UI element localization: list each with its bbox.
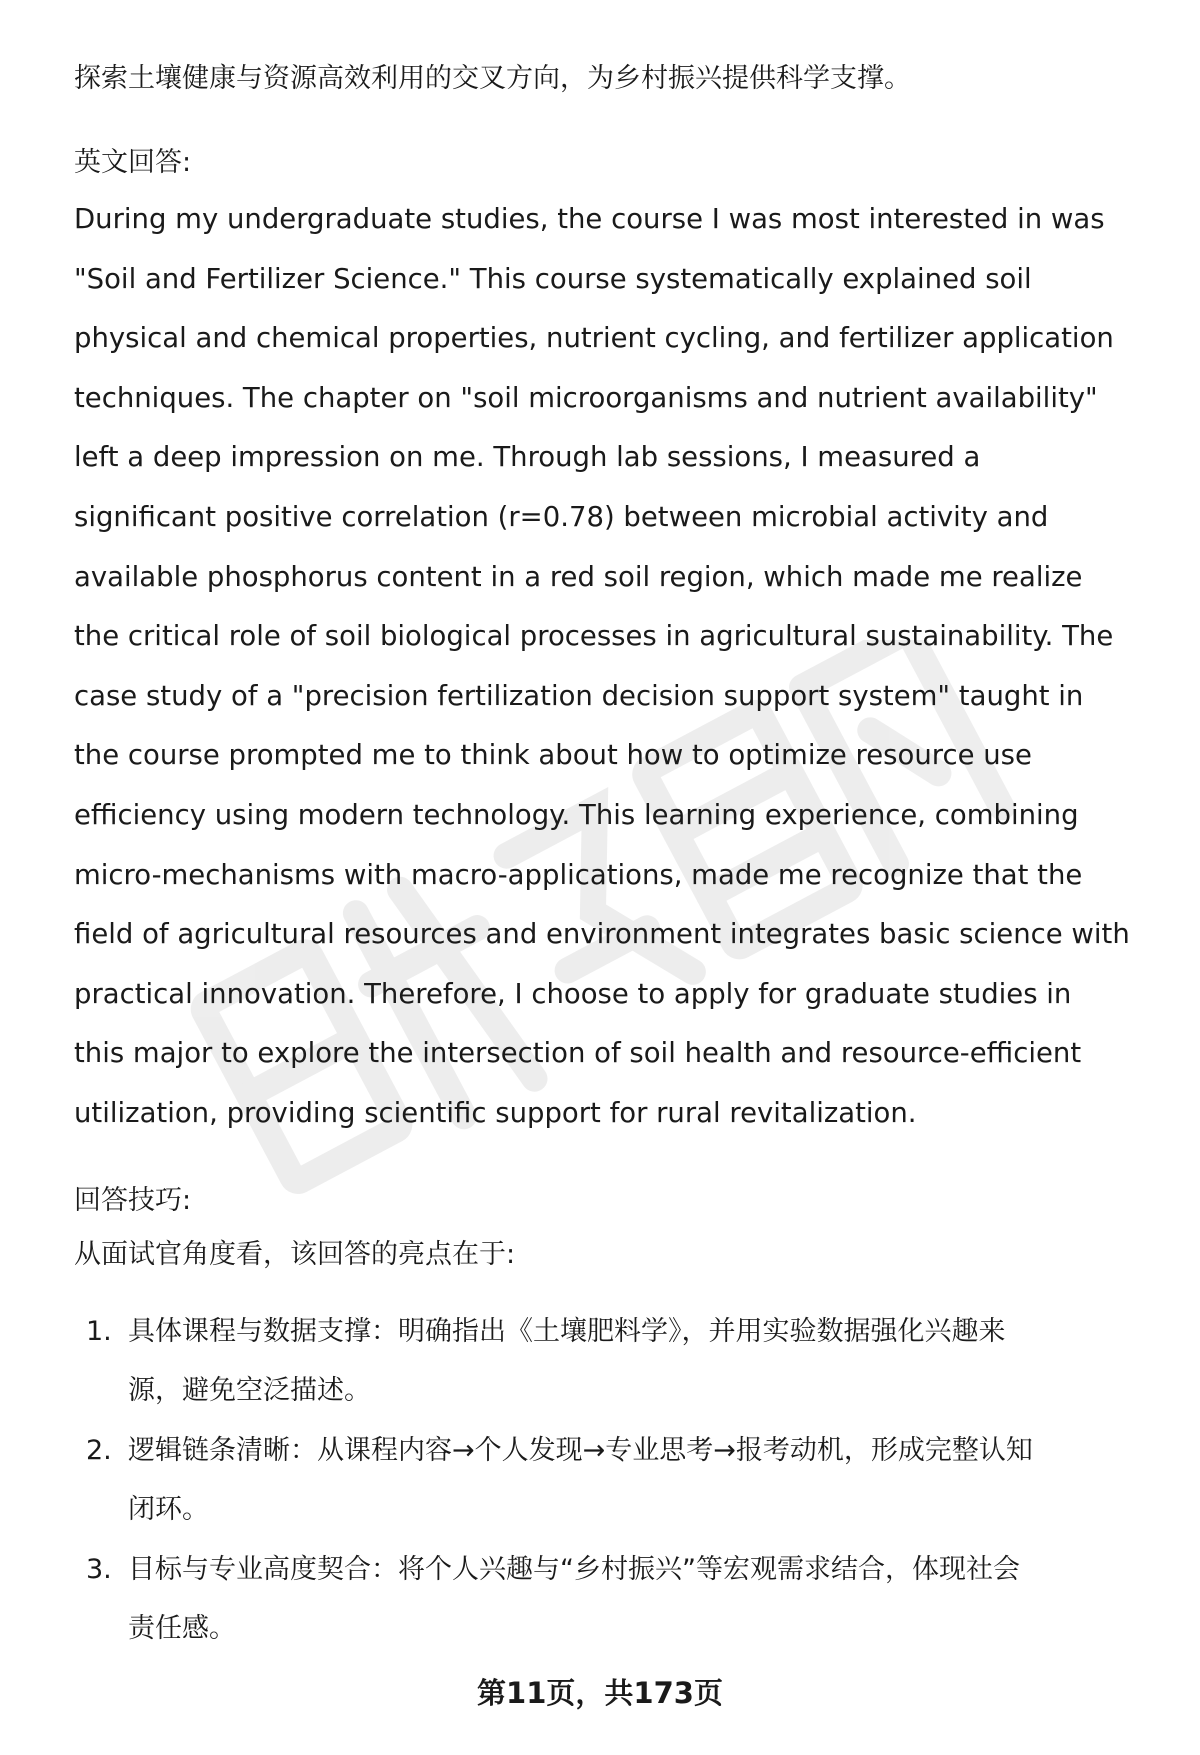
tip-item: [74, 1540, 1154, 1659]
english-answer-heading: 英文回答:: [74, 147, 192, 178]
tip-item: [74, 1302, 1154, 1421]
page-content: [74, 52, 1154, 1659]
tips-intro: 从面试官角度看，该回答的亮点在于:: [74, 1238, 516, 1270]
english-line: case study of a "precision fertilization decision support system" taught in: [74, 679, 1084, 712]
page-footer: 第11页，共173页: [477, 1676, 723, 1710]
english-line: utilization, providing scientific support for rural revitalization.: [74, 1096, 917, 1129]
tip-number: 3.: [86, 1553, 112, 1585]
tips-heading: 回答技巧:: [74, 1184, 192, 1216]
english-line: During my undergraduate studies, the course I was most interested in was: [74, 203, 1105, 235]
tips-list: [74, 1302, 1154, 1659]
english-line: micro-mechanisms with macro-applications, made me recognize that the: [74, 858, 1083, 891]
english-line: significant positive correlation (r=0.78) between microbial activity and: [74, 500, 1049, 533]
english-line: the course prompted me to think about how to optimize resource use: [74, 739, 1032, 772]
english-line: efficiency using modern technology. This learning experience, combining: [74, 798, 1079, 831]
tip-line: 源，避免空泛描述。: [128, 1375, 371, 1406]
tip-line: 逻辑链条清晰：从课程内容→个人发现→专业思考→报考动机，形成完整认知: [128, 1434, 1033, 1466]
english-answer-paragraph: [74, 190, 1154, 1144]
english-line: physical and chemical properties, nutrient cycling, and fertilizer application: [74, 322, 1114, 355]
intro-paragraph: 探索土壤健康与资源高效利用的交叉方向，为乡村振兴提供科学支撑。: [74, 63, 911, 94]
english-line: the critical role of soil biological processes in agricultural sustainability. The: [74, 620, 1114, 653]
english-line: left a deep impression on me. Through lab sessions, I measured a: [74, 441, 981, 474]
english-line: field of agricultural resources and environment integrates basic science with: [74, 918, 1130, 951]
tip-number: 2.: [86, 1434, 112, 1466]
tip-line: 闭环。: [128, 1494, 209, 1525]
tip-line: 目标与专业高度契合：将个人兴趣与“乡村振兴”等宏观需求结合，体现社会: [128, 1553, 1020, 1585]
tip-line: 具体课程与数据支撑：明确指出《土壤肥料学》，并用实验数据强化兴趣来: [128, 1315, 1006, 1347]
english-line: techniques. The chapter on "soil microorganisms and nutrient availability": [74, 381, 1098, 414]
tip-number: 1.: [86, 1315, 112, 1347]
english-line: available phosphorus content in a red soil region, which made me realize: [74, 560, 1083, 593]
english-line: practical innovation. Therefore, I choose to apply for graduate studies in: [74, 977, 1072, 1010]
tip-item: [74, 1421, 1154, 1540]
english-line: "Soil and Fertilizer Science." This course systematically explained soil: [74, 262, 1032, 295]
english-line: this major to explore the intersection of soil health and resource-efficient: [74, 1037, 1082, 1070]
tip-line: 责任感。: [128, 1613, 236, 1644]
